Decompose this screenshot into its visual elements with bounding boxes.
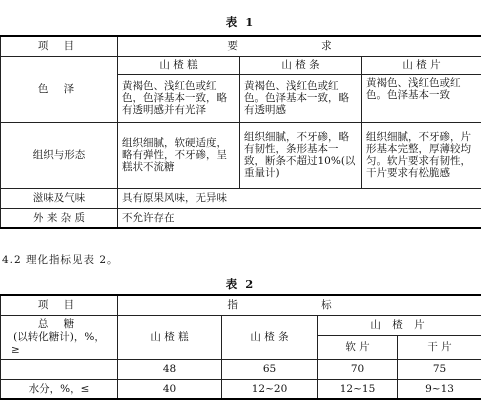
table1-texture-strip: 组织细腻，不牙碜，略有韧性，条形基本一致，断条不超过10%(以重量计) [240,122,362,188]
table1-product-cake: 山 楂 糕 [118,56,240,74]
table2-slice-soft: 软 片 [318,336,398,359]
table1-texture-cake: 组织细腻，软硬适度，略有弹性，不牙碜，呈糕状不流糖 [118,122,240,188]
table2-slice-dry: 干 片 [398,336,481,359]
section-4-2-heading: 4.2 理化指标见表 2。 [2,254,119,266]
table2-sugar-label-line2: (以转化糖计)，%， [13,330,105,343]
table2-header-item: 项 目 [1,295,118,315]
table1-taste-value: 具有原果风味，无异味 [118,188,481,208]
table2-moisture-strip: 12~20 [222,379,318,399]
table1-row-label-color: 色 泽 [1,56,118,122]
table2-moisture-soft: 12~15 [318,379,398,399]
table2-moisture-dry: 9~13 [398,379,481,399]
table1-product-slice: 山 楂 片 [362,56,481,74]
table1-impurities-value: 不允许存在 [118,208,481,228]
table1-caption: 表 1 [225,15,256,29]
table1-color-cake: 黄褐色、浅红色或红色，色泽基本一致，略有透明感并有光泽 [118,74,240,122]
table1-row-label-texture: 组织与形态 [1,122,118,188]
table2-moisture-cake: 40 [118,379,222,399]
table1-header-requirements: 要 求 [118,36,481,56]
table1-sensory-requirements [0,35,481,229]
table2-product-cake: 山 楂 糕 [118,315,222,359]
table2-moisture-label: 水分，%，≤ [1,379,118,399]
table2-sugar-cake: 48 [118,359,222,379]
table2-physicochemical-indicators [0,294,481,400]
table2-product-slice: 山 楂 片 [318,315,481,336]
table1-header-item: 项 目 [1,36,118,56]
table1-texture-slice: 组织细腻，不牙碜，片形基本完整，厚薄较均匀。软片要求有韧性，干片要求有松脆感 [362,122,481,188]
table1-color-strip: 黄褐色、浅红色或红色。色泽基本一致，略有透明感 [240,74,362,122]
table1-row-label-taste: 滋味及气味 [1,188,118,208]
table1-product-strip: 山 楂 条 [240,56,362,74]
table2-sugar-strip: 65 [222,359,318,379]
table2-caption: 表 2 [225,277,256,291]
table2-sugar-label-line1: 总 糖 [37,317,81,330]
table2-sugar-dry: 75 [398,359,481,379]
table2-sugar-label [1,315,118,359]
table2-product-strip: 山 楂 条 [222,315,318,359]
table1-color-slice: 黄褐色、浅红色或红色。色泽基本一致 [362,74,481,122]
table2-sugar-label-spacer [1,359,118,379]
table2-sugar-soft: 70 [318,359,398,379]
table2-sugar-label-line3: ≥ [11,343,20,356]
table1-row-label-impurities: 外 来 杂 质 [1,208,118,228]
table2-header-index: 指 标 [118,295,481,315]
